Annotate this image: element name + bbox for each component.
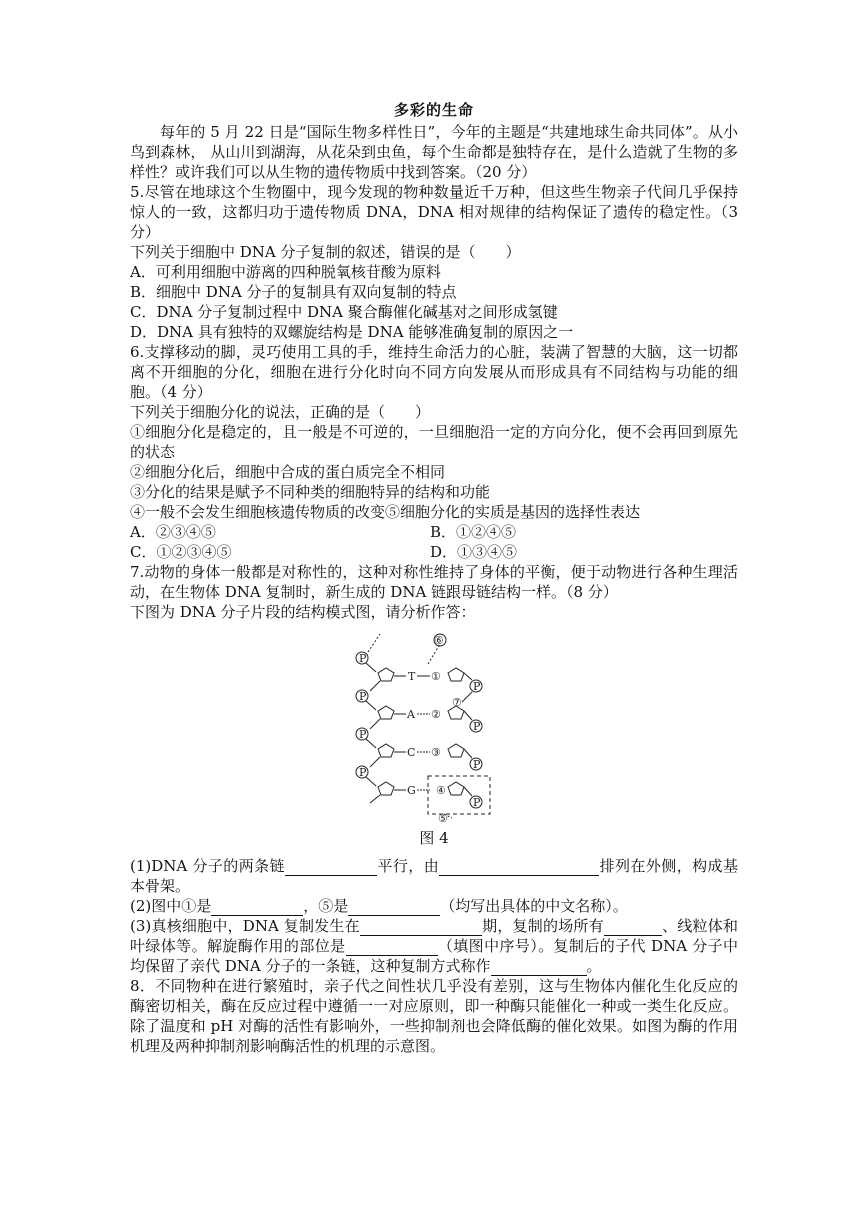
q5-option-a: A．可利用细胞中游离的四种脱氧核苷酸为原料 xyxy=(130,263,441,281)
answer-blank[interactable] xyxy=(211,900,303,916)
figure-caption: 图 4 xyxy=(419,829,449,847)
answer-blank[interactable] xyxy=(346,940,438,956)
q6-question: 下列关于细胞分化的说法，正确的是（ ） xyxy=(130,403,431,421)
document-title: 多彩的生命 xyxy=(393,101,474,119)
q5-option-c: C．DNA 分子复制过程中 DNA 聚合酶催化碱基对之间形成氢键 xyxy=(130,303,558,321)
answer-blank[interactable] xyxy=(285,860,377,876)
q6-option-d: D．①③④⑤ xyxy=(430,543,518,561)
phosphate-label: P xyxy=(359,652,367,665)
answer-blank[interactable] xyxy=(604,920,662,936)
label-5: ⑤ xyxy=(438,812,448,823)
q6-option-a: A．②③④⑤ xyxy=(130,523,216,541)
q6-stem: 6.支撑移动的脚，灵巧使用工具的手，维持生命活力的心脏，装满了智慧的大脑，这一切都离不开细胞的分化，细胞在进行分化时向不同方向发展从而形成具有不同结构与功能的细胞。（4 分） xyxy=(130,343,738,401)
dna-diagram xyxy=(348,628,508,823)
q6-statement-2: ②细胞分化后，细胞中合成的蛋白质完全不相同 xyxy=(130,463,446,481)
q7-stem: 7.动物的身体一般都是对称性的，这种对称性维持了身体的平衡，便于动物进行各种生理活动，在生物体 DNA 复制时，新生成的 DNA 链跟母链结构一样。（8 分） xyxy=(130,563,738,601)
base-c: C xyxy=(407,746,416,759)
q7-sub2: (2)图中①是 ，⑤是 （均写出具体的中文名称）。 xyxy=(130,897,628,915)
q7-lead: 下图为 DNA 分子片段的结构模式图，请分析作答： xyxy=(130,603,476,621)
q5-option-d: D．DNA 具有独特的双螺旋结构是 DNA 能够准确复制的原因之一 xyxy=(130,323,574,341)
q6-statement-4: ④一般不会发生细胞核遗传物质的改变⑤细胞分化的实质是基因的选择性表达 xyxy=(130,503,641,521)
label-6: ⑥ xyxy=(434,634,444,647)
q7-sub3: (3)真核细胞中，DNA 复制发生在 期，复制的场所有 、线粒体和叶绿体等。解旋酶作用的部位是 （填图中序号）。复制后的子代 DNA 分子中均保留了亲代 DNA 分子的一条链，这种复制方式称作 。 xyxy=(130,917,738,975)
phosphate-label: P xyxy=(473,796,481,809)
q6-options-row-1 xyxy=(130,522,738,542)
q5-question: 下列关于细胞中 DNA 分子复制的叙述，错误的是（ ） xyxy=(130,243,521,261)
answer-blank[interactable] xyxy=(348,900,440,916)
label-3: ③ xyxy=(431,746,441,759)
phosphate-label: P xyxy=(359,690,367,703)
q7-sub1: (1)DNA 分子的两条链 平行，由 排列在外侧，构成基本骨架。 xyxy=(130,857,738,895)
q8-stem: 8．不同物种在进行繁殖时，亲子代之间性状几乎没有差别，这与生物体内催化生化反应的酶密切相关，酶在反应过程中遵循一一对应原则，即一种酶只能催化一种或一类生化反应。除了温度和 pH 对酶的活性有影响外，一些抑制剂也会降低酶的催化效果。如图为酶的作用机理及两种抑制剂影响酶活性的机理的示意图。 xyxy=(130,977,738,1055)
q5-option-b: B．细胞中 DNA 分子的复制具有双向复制的特点 xyxy=(130,283,457,301)
q6-option-c: C．①②③④⑤ xyxy=(130,543,232,561)
q6-statement-1: ①细胞分化是稳定的，且一般是不可逆的，一旦细胞沿一定的方向分化，便不会再回到原先的状态 xyxy=(130,423,738,461)
left-strand xyxy=(356,652,394,803)
answer-blank[interactable] xyxy=(360,920,482,936)
phosphate-label: P xyxy=(359,728,367,741)
label-2: ② xyxy=(431,708,441,721)
phosphate-label: P xyxy=(473,758,481,771)
base-g: G xyxy=(407,784,416,797)
dna-structure-figure xyxy=(130,628,738,828)
label-1: ① xyxy=(431,670,441,683)
base-a: A xyxy=(407,708,415,721)
base-t: T xyxy=(408,670,416,683)
phosphate-label: P xyxy=(473,680,481,693)
answer-blank[interactable] xyxy=(491,960,587,976)
document-page xyxy=(130,100,738,1056)
q5-stem: 5.尽管在地球这个生物圈中，现今发现的物种数量近千万种，但这些生物亲子代间几乎保持惊人的一致，这都归功于遗传物质 DNA，DNA 相对规律的结构保证了遗传的稳定性。（3 分） xyxy=(130,183,738,241)
right-strand xyxy=(448,668,482,809)
answer-blank[interactable] xyxy=(439,860,599,876)
q6-option-b: B．①②④⑤ xyxy=(430,523,517,541)
q6-statement-3: ③分化的结果是赋予不同种类的细胞特异的结构和功能 xyxy=(130,483,491,501)
phosphate-label: P xyxy=(473,720,481,733)
label-7: ⑦ xyxy=(452,696,462,709)
q6-options-row-2 xyxy=(130,542,738,562)
label-4: ④ xyxy=(436,784,446,797)
phosphate-label: P xyxy=(359,766,367,779)
intro-paragraph: 每年的 5 月 22 日是“国际生物多样性日”，今年的主题是“共建地球生命共同体”。从小鸟到森林， 从山川到湖海，从花朵到虫鱼，每个生命都是独特存在，是什么造就了生物的多样性？或许我们可以从生物的遗传物质中找到答案。（20 分） xyxy=(130,123,738,181)
base-pairs xyxy=(394,670,446,797)
